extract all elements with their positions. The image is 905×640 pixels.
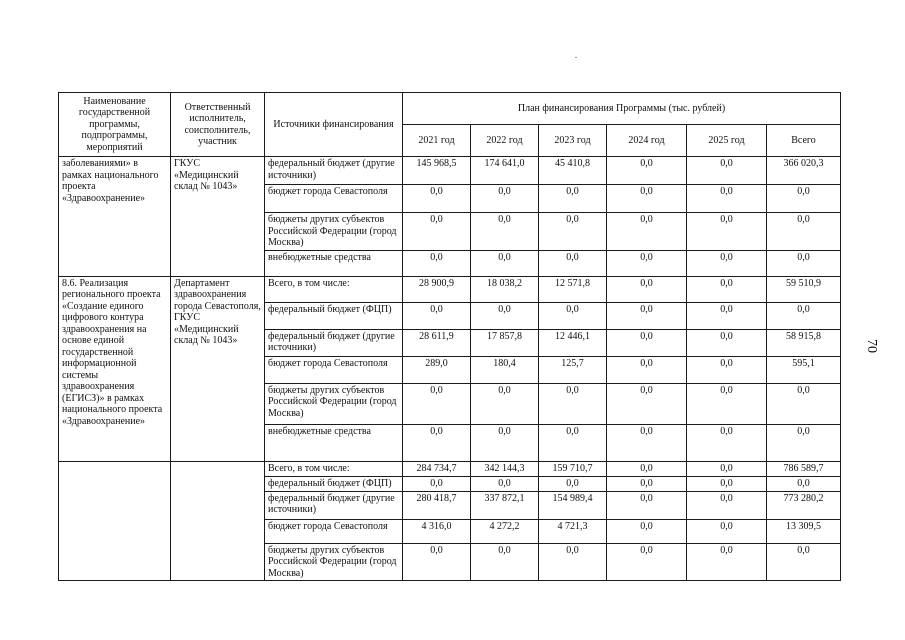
value-cell: 0,0	[539, 543, 607, 581]
value-cell: 0,0	[687, 476, 767, 491]
table-row	[59, 276, 841, 302]
source-cell: бюджет города Севастополя	[265, 519, 403, 543]
value-cell: 773 280,2	[767, 491, 841, 519]
value-cell: 0,0	[539, 424, 607, 461]
header-plan-title: План финансирования Программы (тыс. рублей)	[403, 93, 841, 125]
table-body	[59, 157, 841, 581]
source-cell: бюджеты других субъектов Российской Федерации (город Москва)	[265, 213, 403, 251]
value-cell: 0,0	[607, 302, 687, 329]
program-name-cell: заболеваниями» в рамках национального проекта «Здравоохранение»	[59, 157, 171, 277]
header-year-2023: 2023 год	[539, 125, 607, 157]
value-cell: 0,0	[607, 476, 687, 491]
value-cell: 0,0	[607, 213, 687, 251]
value-cell: 0,0	[687, 302, 767, 329]
header-sources: Источники финансирования	[265, 93, 403, 157]
value-cell: 0,0	[607, 329, 687, 356]
value-cell: 0,0	[687, 185, 767, 213]
value-cell: 180,4	[471, 356, 539, 383]
value-cell: 0,0	[471, 424, 539, 461]
value-cell: 0,0	[687, 157, 767, 185]
source-cell: федеральный бюджет (другие источники)	[265, 491, 403, 519]
value-cell: 0,0	[607, 157, 687, 185]
value-cell: 786 589,7	[767, 461, 841, 476]
value-cell: 0,0	[687, 491, 767, 519]
executor-cell: ГКУС «Медицинский склад № 1043»	[171, 157, 265, 277]
value-cell: 0,0	[687, 519, 767, 543]
value-cell: 289,0	[403, 356, 471, 383]
value-cell: 0,0	[687, 276, 767, 302]
value-cell: 0,0	[539, 213, 607, 251]
header-name: Наименование государственной программы, подпрограммы, мероприятий	[59, 93, 171, 157]
source-cell: бюджеты других субъектов Российской Федерации (город Москва)	[265, 383, 403, 424]
value-cell: 0,0	[539, 383, 607, 424]
value-cell: 0,0	[607, 519, 687, 543]
value-cell: 0,0	[607, 185, 687, 213]
value-cell: 12 571,8	[539, 276, 607, 302]
value-cell: 595,1	[767, 356, 841, 383]
value-cell: 0,0	[687, 543, 767, 581]
value-cell: 0,0	[687, 424, 767, 461]
value-cell: 0,0	[471, 250, 539, 276]
value-cell: 159 710,7	[539, 461, 607, 476]
value-cell: 0,0	[687, 213, 767, 251]
value-cell: 12 446,1	[539, 329, 607, 356]
header-year-2025: 2025 год	[687, 125, 767, 157]
value-cell: 45 410,8	[539, 157, 607, 185]
value-cell: 366 020,3	[767, 157, 841, 185]
page-number: 70	[864, 339, 879, 353]
value-cell: 0,0	[403, 383, 471, 424]
table-row	[59, 461, 841, 476]
value-cell: 0,0	[471, 185, 539, 213]
value-cell: 13 309,5	[767, 519, 841, 543]
value-cell: 337 872,1	[471, 491, 539, 519]
program-name-cell: 8.6. Реализация регионального проекта «Создание единого цифрового контура здравоохранения на основе единой государственной информационной системы здравоохранения (ЕГИСЗ)» в рамках национального проекта «Здравоохранение»	[59, 276, 171, 461]
value-cell: 0,0	[539, 185, 607, 213]
value-cell: 0,0	[403, 302, 471, 329]
financing-table	[58, 92, 841, 581]
value-cell: 0,0	[607, 461, 687, 476]
value-cell: 0,0	[687, 250, 767, 276]
value-cell: 0,0	[403, 213, 471, 251]
value-cell: 4 316,0	[403, 519, 471, 543]
source-cell: федеральный бюджет (другие источники)	[265, 157, 403, 185]
value-cell: 0,0	[607, 543, 687, 581]
value-cell: 0,0	[767, 302, 841, 329]
source-cell: Всего, в том числе:	[265, 461, 403, 476]
value-cell: 0,0	[607, 276, 687, 302]
source-cell: федеральный бюджет (ФЦП)	[265, 476, 403, 491]
value-cell: 0,0	[767, 383, 841, 424]
value-cell: 0,0	[767, 476, 841, 491]
value-cell: 17 857,8	[471, 329, 539, 356]
value-cell: 154 989,4	[539, 491, 607, 519]
value-cell: 145 968,5	[403, 157, 471, 185]
value-cell: 4 272,2	[471, 519, 539, 543]
value-cell: 0,0	[471, 543, 539, 581]
header-year-2021: 2021 год	[403, 125, 471, 157]
value-cell: 0,0	[607, 356, 687, 383]
value-cell: 0,0	[403, 543, 471, 581]
source-cell: внебюджетные средства	[265, 424, 403, 461]
value-cell: 0,0	[687, 356, 767, 383]
value-cell: 0,0	[767, 185, 841, 213]
value-cell: 0,0	[687, 329, 767, 356]
executor-cell	[171, 461, 265, 581]
value-cell: 0,0	[471, 213, 539, 251]
value-cell: 0,0	[607, 250, 687, 276]
header-total: Всего	[767, 125, 841, 157]
source-cell: федеральный бюджет (другие источники)	[265, 329, 403, 356]
source-cell: бюджеты других субъектов Российской Федерации (город Москва)	[265, 543, 403, 581]
value-cell: 0,0	[767, 424, 841, 461]
value-cell: 59 510,9	[767, 276, 841, 302]
value-cell: 0,0	[403, 476, 471, 491]
value-cell: 0,0	[471, 383, 539, 424]
value-cell: 0,0	[403, 185, 471, 213]
scan-speck	[575, 57, 577, 58]
value-cell: 0,0	[539, 250, 607, 276]
source-cell: бюджет города Севастополя	[265, 356, 403, 383]
program-name-cell	[59, 461, 171, 581]
value-cell: 0,0	[403, 250, 471, 276]
value-cell: 0,0	[767, 213, 841, 251]
header-year-2022: 2022 год	[471, 125, 539, 157]
value-cell: 0,0	[539, 302, 607, 329]
value-cell: 0,0	[403, 424, 471, 461]
header-year-2024: 2024 год	[607, 125, 687, 157]
value-cell: 0,0	[607, 383, 687, 424]
source-cell: Всего, в том числе:	[265, 276, 403, 302]
value-cell: 28 611,9	[403, 329, 471, 356]
value-cell: 174 641,0	[471, 157, 539, 185]
value-cell: 280 418,7	[403, 491, 471, 519]
value-cell: 0,0	[539, 476, 607, 491]
value-cell: 284 734,7	[403, 461, 471, 476]
value-cell: 125,7	[539, 356, 607, 383]
value-cell: 0,0	[767, 543, 841, 581]
value-cell: 28 900,9	[403, 276, 471, 302]
executor-cell: Департамент здравоохранения города Севастополя, ГКУС «Медицинский склад № 1043»	[171, 276, 265, 461]
source-cell: бюджет города Севастополя	[265, 185, 403, 213]
table-row	[59, 157, 841, 185]
value-cell: 0,0	[687, 383, 767, 424]
value-cell: 342 144,3	[471, 461, 539, 476]
value-cell: 0,0	[471, 302, 539, 329]
value-cell: 18 038,2	[471, 276, 539, 302]
value-cell: 0,0	[687, 461, 767, 476]
source-cell: федеральный бюджет (ФЦП)	[265, 302, 403, 329]
value-cell: 0,0	[607, 491, 687, 519]
value-cell: 4 721,3	[539, 519, 607, 543]
value-cell: 58 915,8	[767, 329, 841, 356]
value-cell: 0,0	[471, 476, 539, 491]
header-executor: Ответственный исполнитель, соисполнитель, участник	[171, 93, 265, 157]
value-cell: 0,0	[607, 424, 687, 461]
value-cell: 0,0	[767, 250, 841, 276]
source-cell: внебюджетные средства	[265, 250, 403, 276]
